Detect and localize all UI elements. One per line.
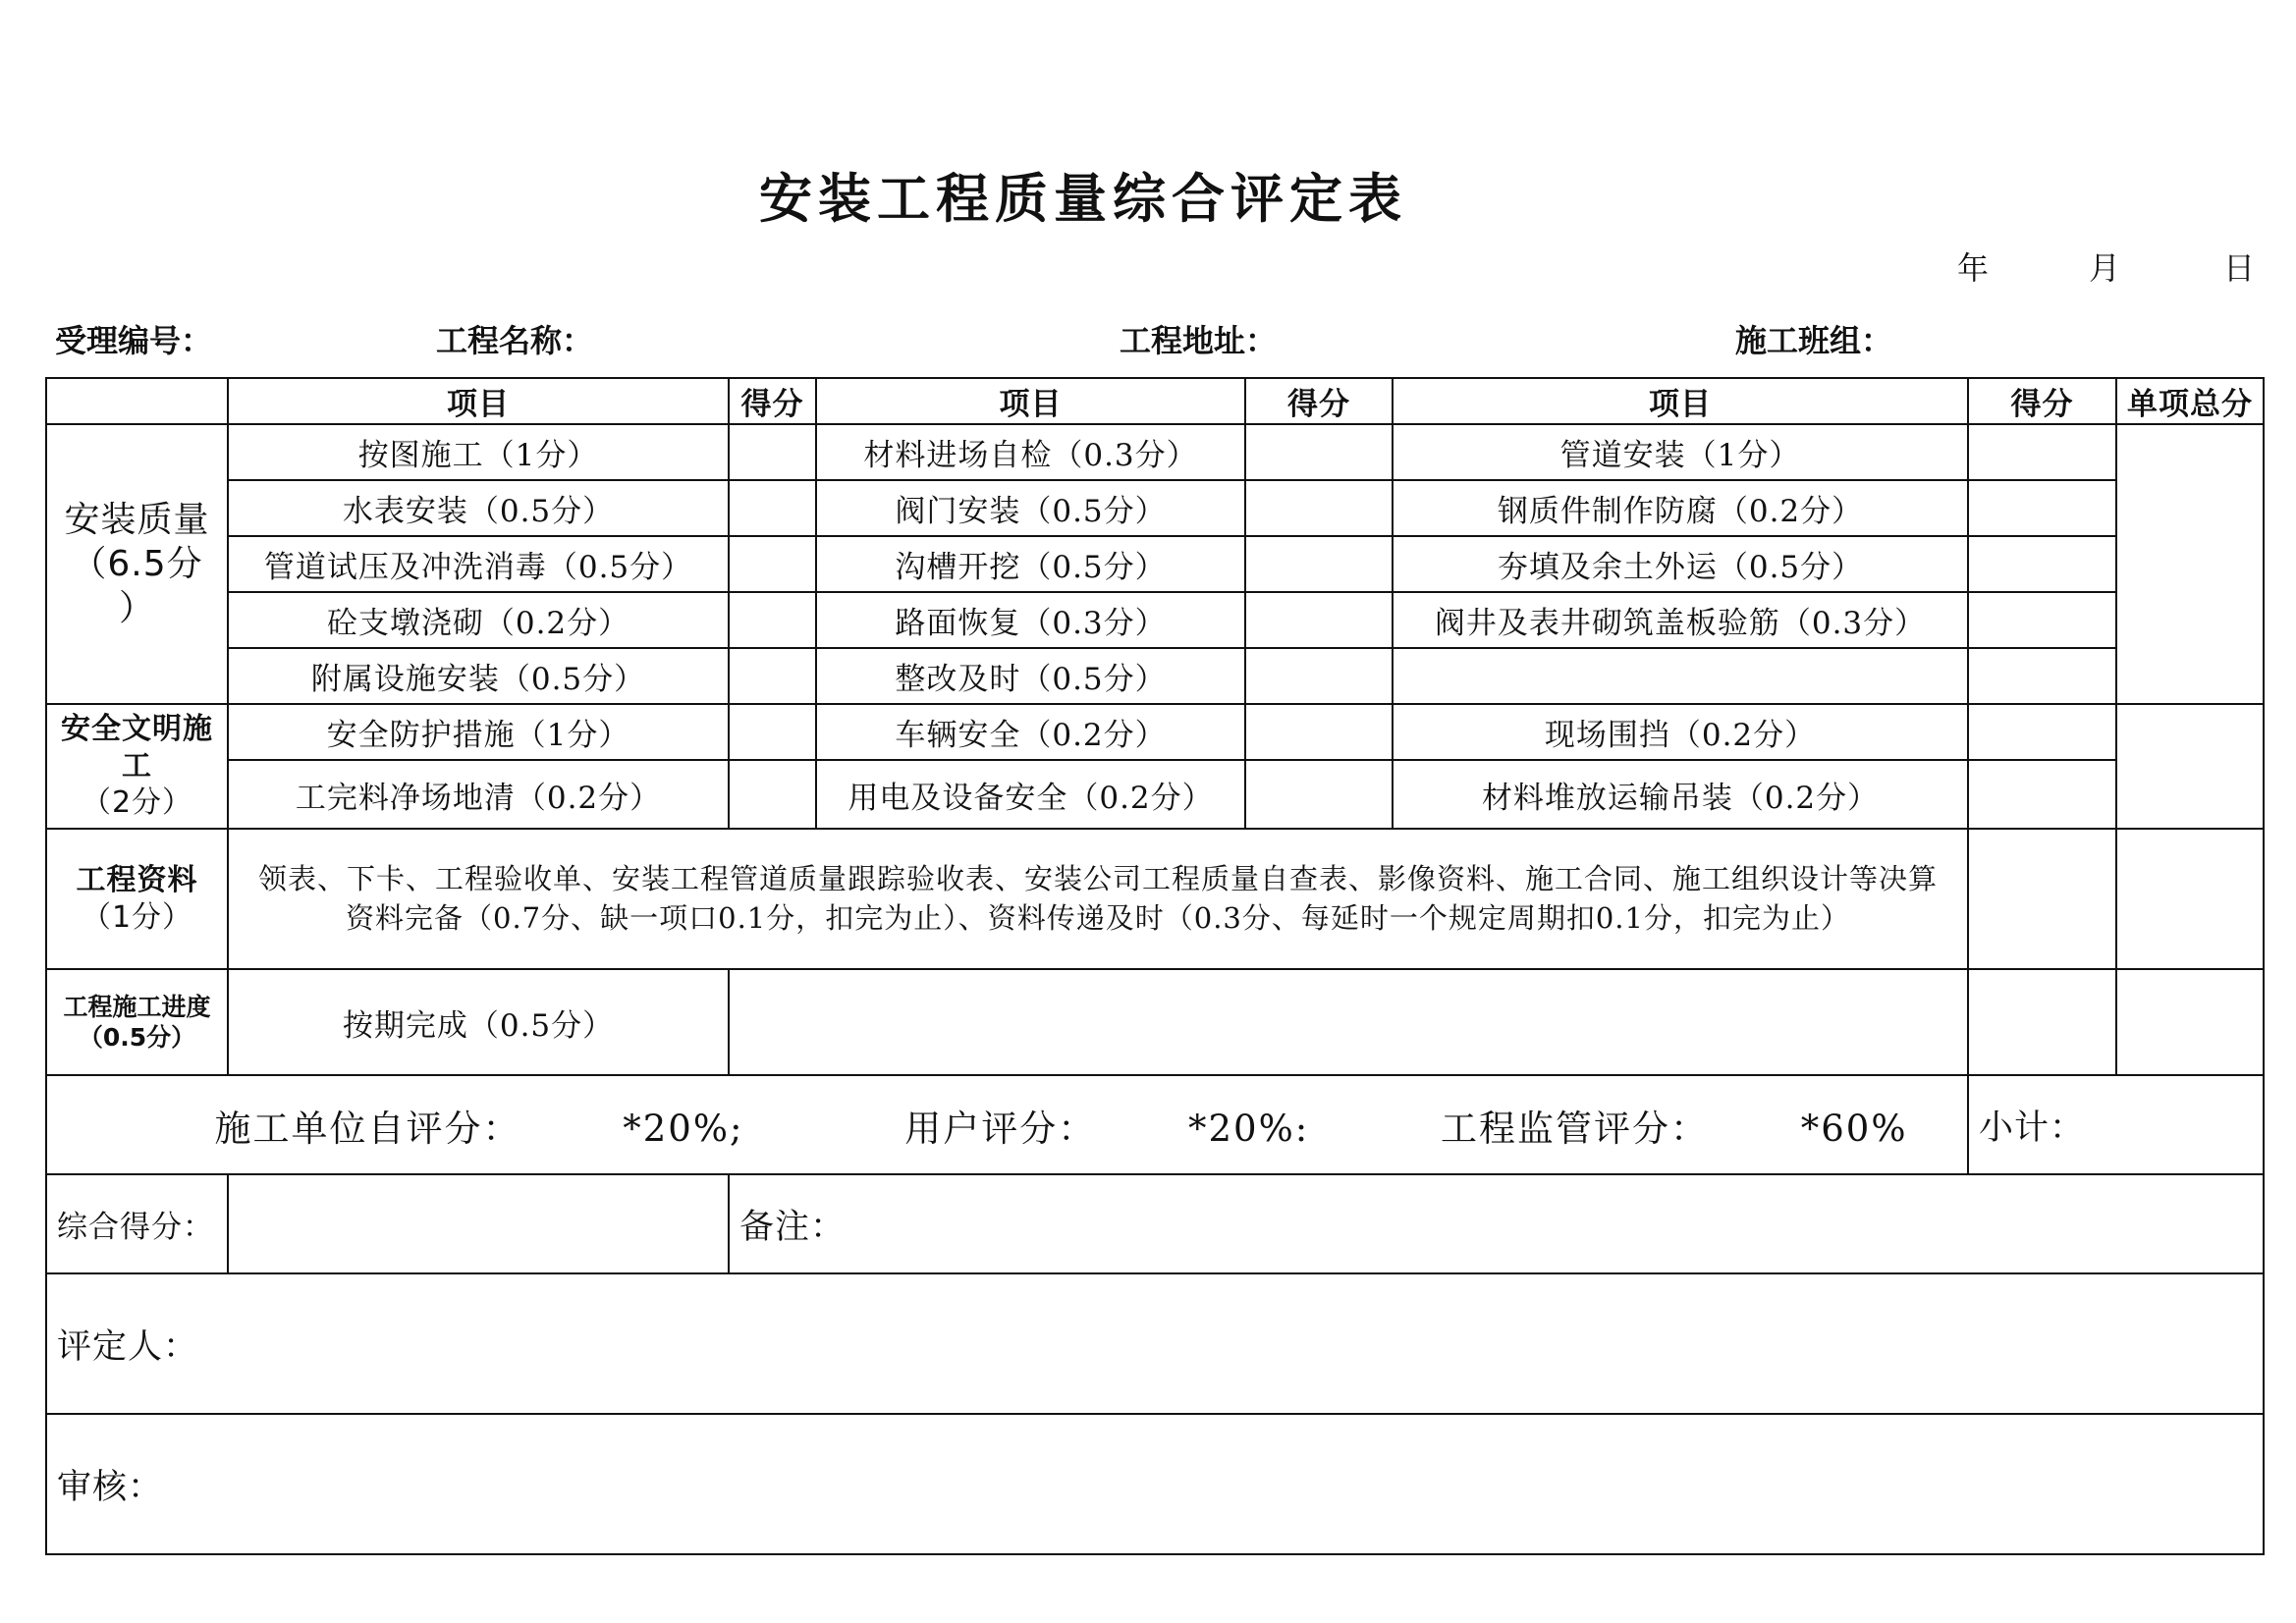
score-cell[interactable] [729, 648, 816, 704]
header-total: 单项总分 [2116, 378, 2264, 424]
score-cell[interactable] [1245, 704, 1393, 760]
score-cell[interactable] [729, 424, 816, 480]
install-item: 阀门安装（0.5分） [816, 480, 1245, 536]
self-score-pct: *20%; [623, 1107, 744, 1150]
docs-total-cell[interactable] [2116, 829, 2264, 969]
install-item-empty [1393, 648, 1968, 704]
install-item: 管道试压及冲洗消毒（0.5分） [228, 536, 729, 592]
score-cell[interactable] [1245, 760, 1393, 829]
review-row [46, 1414, 2264, 1554]
score-cell[interactable] [1968, 424, 2116, 480]
safety-row-1 [46, 704, 2264, 760]
score-cell[interactable] [1968, 648, 2116, 704]
safety-item: 车辆安全（0.2分） [816, 704, 1245, 760]
install-item: 附属设施安装（0.5分） [228, 648, 729, 704]
evaluation-table [45, 377, 2265, 1555]
header-blank-cell [46, 378, 228, 424]
install-row-5 [46, 648, 2264, 704]
progress-category: 工程施工进度 （0.5分） [46, 969, 228, 1075]
install-item: 沟槽开挖（0.5分） [816, 536, 1245, 592]
score-cell[interactable] [729, 704, 816, 760]
install-row-1 [46, 424, 2264, 480]
score-cell[interactable] [1968, 829, 2116, 969]
summary-row [46, 1075, 2264, 1174]
self-score-label: 施工单位自评分： [214, 1107, 521, 1150]
install-item: 管道安装（1分） [1393, 424, 1968, 480]
progress-blank-cell [729, 969, 1968, 1075]
subtotal-cell[interactable]: 小计： [1968, 1075, 2264, 1174]
docs-row [46, 829, 2264, 969]
install-item: 水表安装（0.5分） [228, 480, 729, 536]
install-quality-category: 安装质量 （6.5分 ） [46, 424, 228, 704]
project-address-label: 工程地址： [1120, 322, 1278, 359]
evaluator-row [46, 1273, 2264, 1414]
composite-score-label: 综合得分： [46, 1174, 228, 1273]
install-item: 阀井及表井砌筑盖板验筋（0.3分） [1393, 592, 1968, 648]
safety-category: 安全文明施 工 （2分） [46, 704, 228, 829]
header-score-3: 得分 [1968, 378, 2116, 424]
page-title: 安装工程质量综合评定表 [759, 168, 1407, 230]
safety-item: 工完料净场地清（0.2分） [228, 760, 729, 829]
install-row-3 [46, 536, 2264, 592]
install-item: 材料进场自检（0.3分） [816, 424, 1245, 480]
install-row-2 [46, 480, 2264, 536]
score-cell[interactable] [1968, 969, 2116, 1075]
install-row-4 [46, 592, 2264, 648]
score-cell[interactable] [1968, 480, 2116, 536]
header-score-1: 得分 [729, 378, 816, 424]
install-item: 路面恢复（0.3分） [816, 592, 1245, 648]
header-item-3: 项目 [1393, 378, 1968, 424]
acceptance-no-label: 受理编号： [55, 322, 213, 359]
score-cell[interactable] [729, 536, 816, 592]
score-cell[interactable] [1968, 592, 2116, 648]
remark-cell[interactable]: 备注： [729, 1174, 2264, 1273]
date-year-label: 年 [1957, 249, 1990, 287]
safety-row-2 [46, 760, 2264, 829]
score-cell[interactable] [1968, 704, 2116, 760]
user-score-pct: *20%: [1188, 1107, 1310, 1150]
score-cell[interactable] [1245, 424, 1393, 480]
score-cell[interactable] [1968, 536, 2116, 592]
install-item: 钢质件制作防腐（0.2分） [1393, 480, 1968, 536]
composite-row [46, 1174, 2264, 1273]
safety-total-cell[interactable] [2116, 704, 2264, 829]
project-name-label: 工程名称： [436, 322, 594, 359]
header-row [46, 378, 2264, 424]
evaluator-cell[interactable]: 评定人： [46, 1273, 2264, 1414]
team-label: 施工班组： [1735, 322, 1893, 359]
install-item: 整改及时（0.5分） [816, 648, 1245, 704]
safety-item: 材料堆放运输吊装（0.2分） [1393, 760, 1968, 829]
score-cell[interactable] [1245, 536, 1393, 592]
score-cell[interactable] [1245, 648, 1393, 704]
install-item: 按图施工（1分） [228, 424, 729, 480]
supervision-score-pct: *60% [1800, 1107, 1908, 1150]
composite-score-value[interactable] [228, 1174, 729, 1273]
supervision-score-label: 工程监管评分： [1440, 1107, 1709, 1150]
score-cell[interactable] [1968, 760, 2116, 829]
user-score-label: 用户评分： [904, 1107, 1097, 1150]
header-score-2: 得分 [1245, 378, 1393, 424]
docs-category: 工程资料 （1分） [46, 829, 228, 969]
summary-cell [46, 1075, 1968, 1174]
score-cell[interactable] [729, 592, 816, 648]
score-cell[interactable] [1245, 592, 1393, 648]
header-item-2: 项目 [816, 378, 1245, 424]
install-item: 砼支墩浇砌（0.2分） [228, 592, 729, 648]
safety-item: 用电及设备安全（0.2分） [816, 760, 1245, 829]
score-cell[interactable] [1245, 480, 1393, 536]
install-total-cell[interactable] [2116, 424, 2264, 704]
install-item: 夯填及余土外运（0.5分） [1393, 536, 1968, 592]
safety-item: 现场围挡（0.2分） [1393, 704, 1968, 760]
header-item-1: 项目 [228, 378, 729, 424]
review-cell[interactable]: 审核： [46, 1414, 2264, 1554]
score-cell[interactable] [729, 760, 816, 829]
docs-description: 领表、下卡、工程验收单、安装工程管道质量跟踪验收表、安装公司工程质量自查表、影像资料、施工合同、施工组织设计等决算 资料完备（0.7分、缺一项口0.1分，扣完为止）、资料传递及时（0.3分、每延时一个规定周期扣0.1分，扣完为止） [228, 829, 1968, 969]
progress-total-cell[interactable] [2116, 969, 2264, 1075]
score-cell[interactable] [729, 480, 816, 536]
date-month-label: 月 [2089, 249, 2121, 287]
progress-row [46, 969, 2264, 1075]
safety-item: 安全防护措施（1分） [228, 704, 729, 760]
progress-item: 按期完成（0.5分） [228, 969, 729, 1075]
date-day-label: 日 [2223, 249, 2256, 287]
